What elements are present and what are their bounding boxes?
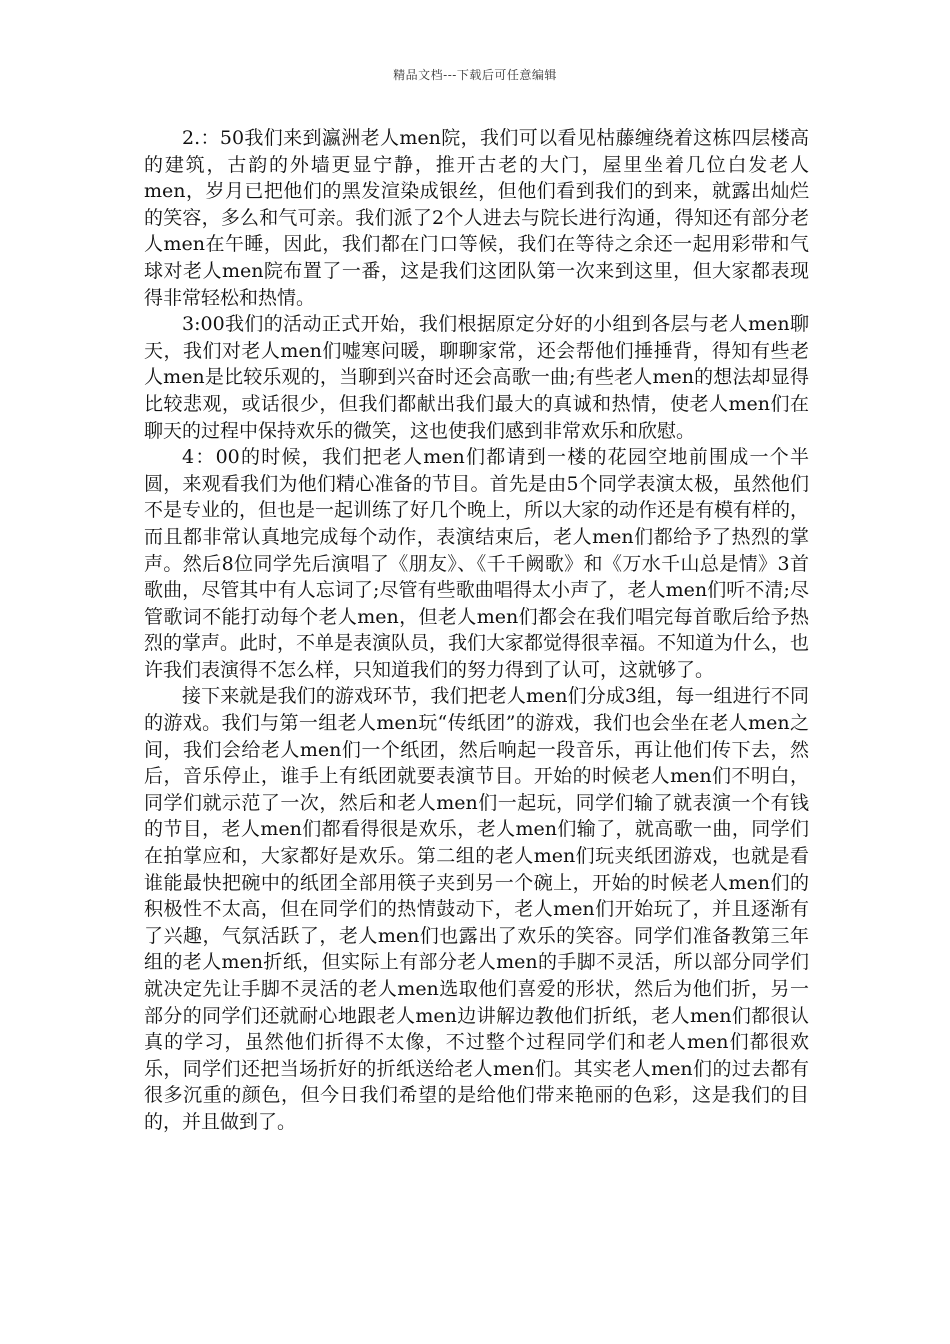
paragraph-performance: 4：00的时候，我们把老人men们都请到一楼的花园空地前围成一个半圆，来观看我们为他们精心准备的节目。首先是由5个同学表演太极，虽然他们不是专业的，但也是一起训练了好几个晚上，所以大家的动作还是有模有样的，而且都非常认真地完成每个动作，表演结束后，老人men们都给予了热烈的掌声。然后8位同学先后演唱了《朋友》、《千千阙歌》和《万水千山总是情》3首歌曲，尽管其中有人忘词了;尽管有些歌曲唱得太小声了，老人men们听不清;尽管歌词不能打动每个老人men，但老人men们都会在我们唱完每首歌后给予热烈的掌声。此时，不单是表演队员，我们大家都觉得很幸福。不知道为什么，也许我们表演得不怎么样，只知道我们的努力得到了认可，这就够了。: [144, 446, 810, 681]
paragraph-arrival: 2.：50我们来到瀛洲老人men院，我们可以看见枯藤缠绕着这栋四层楼高的建筑，古韵的外墙更显宁静，推开古老的大门，屋里坐着几位白发老人men，岁月已把他们的黑发渲染成银丝，但他们看到我们的到来，就露出灿烂的笑容，多么和气可亲。我们派了2个人进去与院长进行沟通，得知还有部分老人men在午睡，因此，我们都在门口等候，我们在等待之余还一起用彩带和气球对老人men院布置了一番，这是我们这团队第一次来到这里，但大家都表现得非常轻松和热情。: [144, 127, 809, 309]
document-body: [144, 125, 809, 1136]
paragraph-chatting: 3:00我们的活动正式开始，我们根据原定分好的小组到各层与老人men聊天，我们对老人men们嘘寒问暖，聊聊家常，还会帮他们捶捶背，得知有些老人men是比较乐观的，当聊到兴奋时还会高歌一曲;有些老人men的想法却显得比较悲观，或话很少，但我们都献出我们最大的真诚和热情，使老人men们在聊天的过程中保持欢乐的微笑，这也使我们感到非常欢乐和欣慰。: [144, 313, 809, 442]
paragraph-games: 接下来就是我们的游戏环节，我们把老人men们分成3组，每一组进行不同的游戏。我们与第一组老人men玩“传纸团”的游戏，我们也会坐在老人men之间，我们会给老人men们一个纸团，然后响起一段音乐，再让他们传下去，然后，音乐停止，谁手上有纸团就要表演节目。开始的时候老人men们不明白，同学们就示范了一次，然后和老人men们一起玩，同学们输了就表演一个有钱的节目，老人men们都看得很是欢乐，老人men们输了，就高歌一曲，同学们在拍掌应和，大家都好是欢乐。第二组的老人men们玩夹纸团游戏，也就是看谁能最快把碗中的纸团全部用筷子夹到另一个碗上，开始的时候老人men们的积极性不太高，但在同学们的热情鼓动下，老人men们开始玩了，并且逐渐有了兴趣，气氛活跃了，老人men们也露出了欢乐的笑容。同学们准备教第三年组的老人men折纸，但实际上有部分老人men的手脚不灵活，所以部分同学们就决定先让手脚不灵活的老人men选取他们喜爱的形状，然后为他们折，另一部分的同学们还就耐心地跟老人men边讲解边教他们折纸，老人men们都很认真的学习，虽然他们折得不太像，不过整个过程同学们和老人men们都很欢乐，同学们还把当场折好的折纸送给老人men们。其实老人men们的过去都有很多沉重的颜色，但今日我们希望的是给他们带来艳丽的色彩，这是我们的目的，并且做到了。: [144, 685, 809, 1133]
page-header: 精品文档---下载后可任意编辑: [393, 68, 557, 82]
